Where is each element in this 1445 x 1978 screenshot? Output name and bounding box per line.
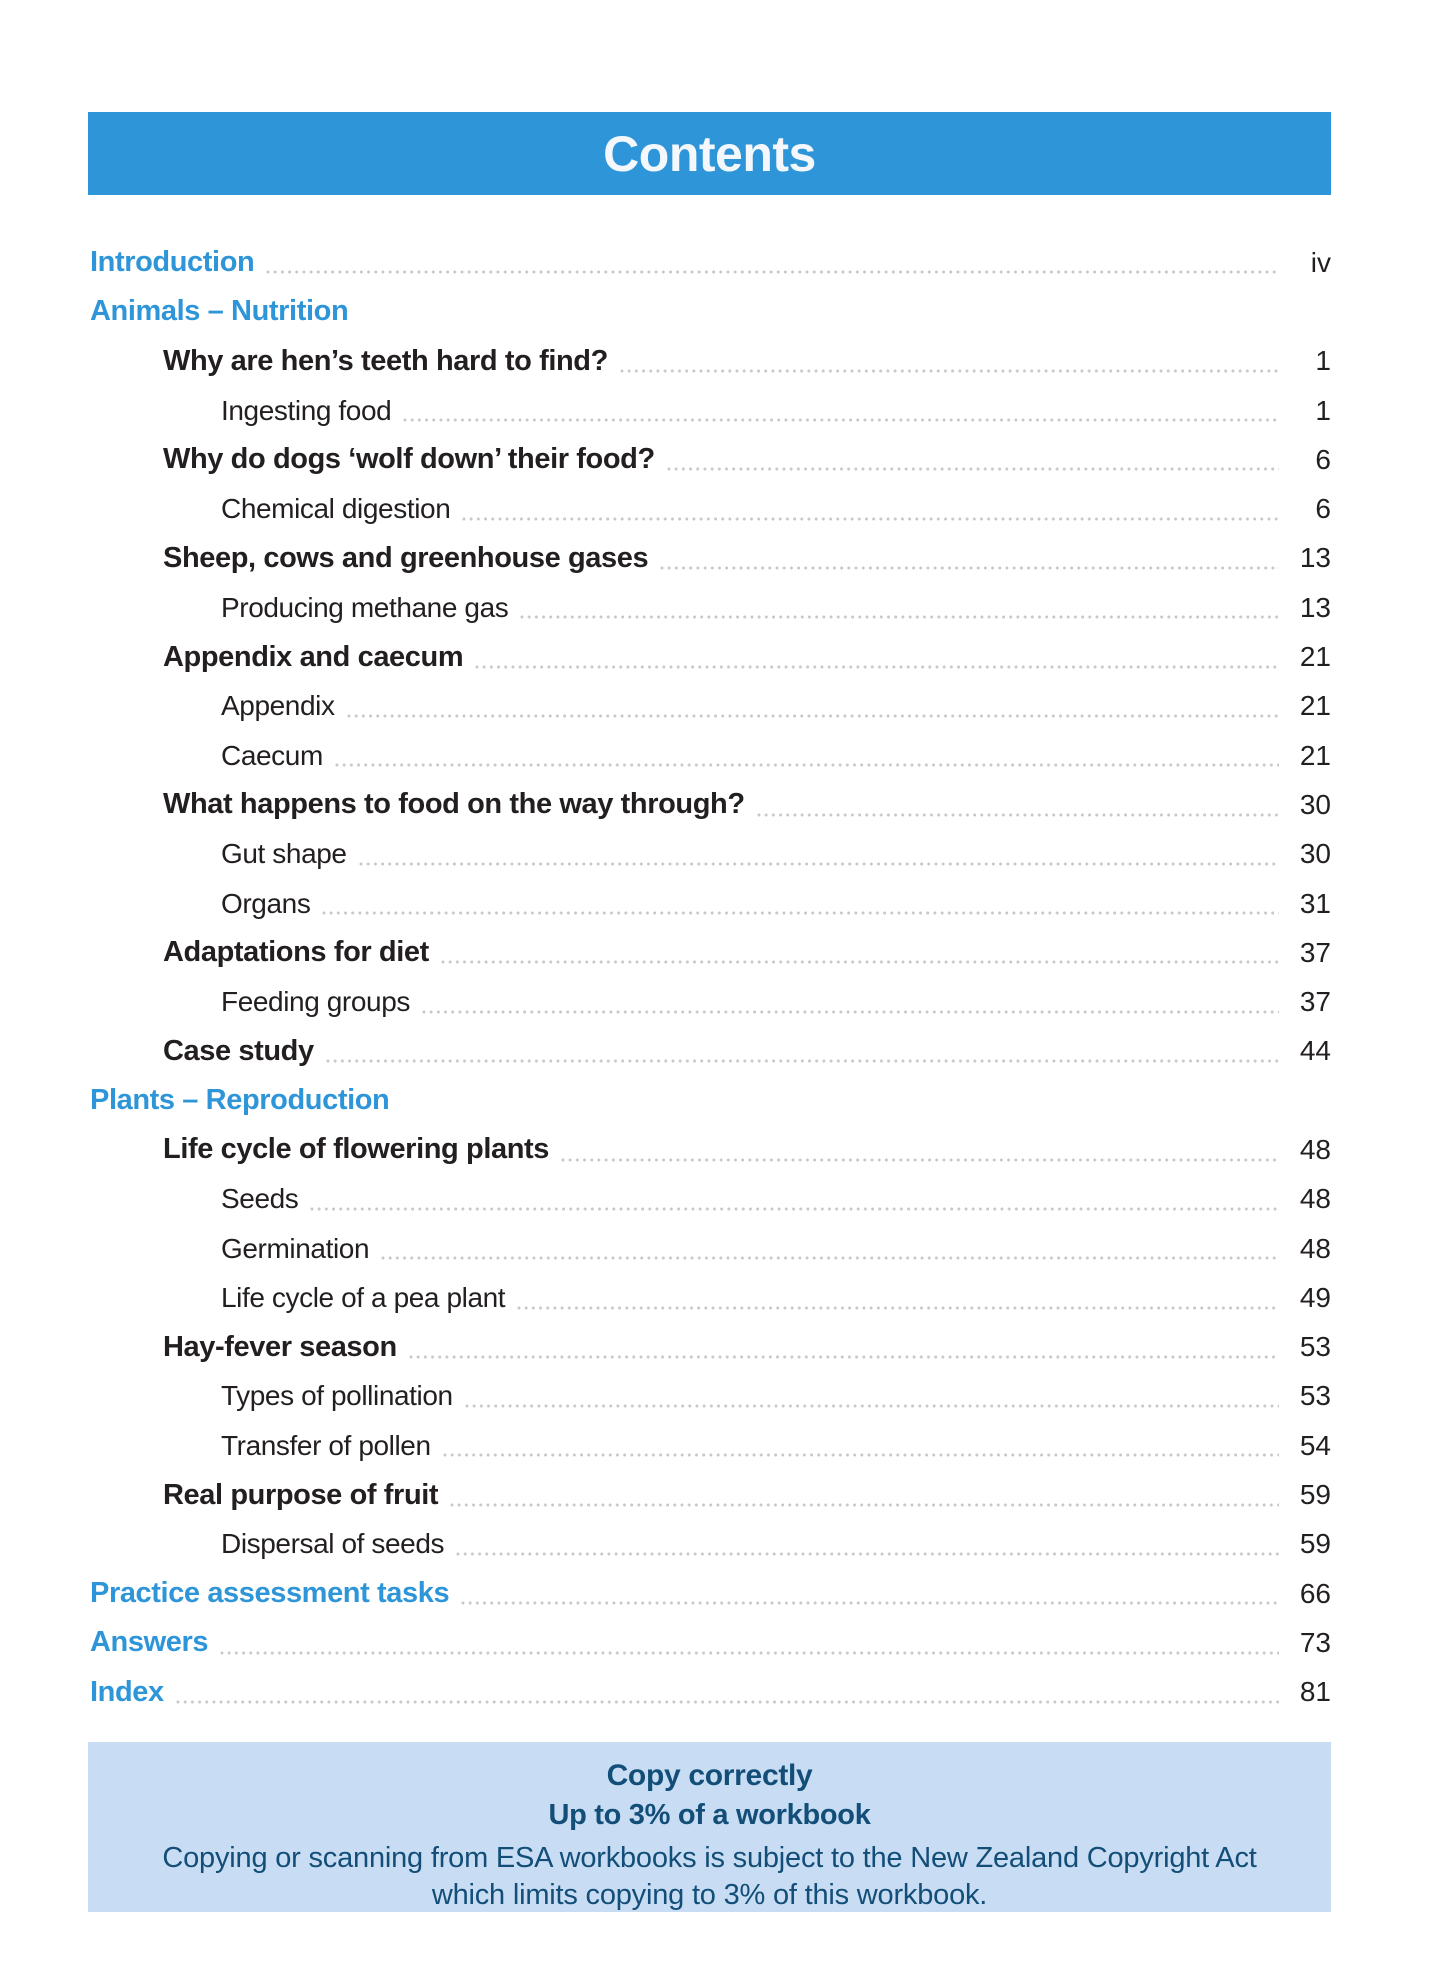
- toc-entry-label: Adaptations for diet: [163, 936, 429, 969]
- page-number: 49: [1299, 1281, 1331, 1313]
- copyright-notice: [88, 1742, 1331, 1912]
- toc-subentry: [90, 1224, 1331, 1273]
- toc-entry: [90, 1323, 1331, 1372]
- dotted-leader: [462, 517, 1279, 521]
- page-number: 37: [1299, 936, 1331, 968]
- page-number: 53: [1299, 1331, 1331, 1363]
- page-number: 53: [1299, 1380, 1331, 1412]
- toc-entry: [90, 780, 1331, 829]
- page-number: 21: [1299, 690, 1331, 722]
- toc-subentry: [90, 583, 1331, 632]
- toc-entry-label: Dispersal of seeds: [221, 1528, 445, 1560]
- toc-entry-label: Ingesting food: [221, 394, 392, 426]
- page-number: 73: [1299, 1626, 1331, 1658]
- copyright-notice-body: Copying or scanning from ESA workbooks is subject to the New Zealand Copyright Act which limits copying to 3% of this workbook.: [162, 1842, 1257, 1911]
- toc-entry-label: Why are hen’s teeth hard to find?: [163, 344, 608, 377]
- page-number: 81: [1299, 1676, 1331, 1708]
- dotted-leader: [441, 960, 1279, 964]
- page-number: 59: [1299, 1528, 1331, 1560]
- toc-entry-label: Organs: [221, 887, 311, 919]
- copyright-notice-subtitle: Up to 3% of a workbook: [548, 1799, 871, 1831]
- dotted-leader: [450, 1503, 1279, 1507]
- dotted-leader: [335, 763, 1279, 767]
- toc-entry-label: Germination: [221, 1232, 370, 1264]
- toc-entry: [90, 1027, 1331, 1076]
- toc-entry-label: Caecum: [221, 739, 323, 771]
- dotted-leader: [403, 418, 1279, 422]
- dotted-leader: [381, 1256, 1279, 1260]
- dotted-leader: [359, 862, 1279, 866]
- toc-entry-label: Introduction: [90, 246, 255, 279]
- dotted-leader: [422, 1010, 1279, 1014]
- dotted-leader: [620, 369, 1279, 373]
- toc-entry-practice-assessment-tasks: [90, 1569, 1331, 1618]
- toc-entry-label: Appendix: [221, 690, 335, 722]
- page-number: 6: [1315, 493, 1331, 525]
- dotted-leader: [475, 665, 1279, 669]
- page-number: 31: [1299, 887, 1331, 919]
- dotted-leader: [347, 714, 1279, 718]
- toc-entry-label: What happens to food on the way through?: [163, 788, 745, 821]
- page-number: 48: [1299, 1232, 1331, 1264]
- page-number: 13: [1299, 542, 1331, 574]
- dotted-leader: [322, 911, 1279, 915]
- page-number: 21: [1299, 641, 1331, 673]
- toc-section-label: Plants – Reproduction: [90, 1084, 390, 1117]
- dotted-leader: [517, 1306, 1279, 1310]
- toc-section-plants-reproduction: [90, 1076, 1331, 1125]
- toc-entry-label: Transfer of pollen: [221, 1429, 431, 1461]
- toc-entry-label: Practice assessment tasks: [90, 1577, 450, 1610]
- toc-entry-label: Answers: [90, 1626, 209, 1659]
- dotted-leader: [660, 566, 1279, 570]
- toc-subentry: [90, 1175, 1331, 1224]
- toc-entry-label: Appendix and caecum: [163, 640, 464, 673]
- dotted-leader: [667, 467, 1279, 471]
- toc-subentry: [90, 977, 1331, 1026]
- toc-entry-label: Sheep, cows and greenhouse gases: [163, 541, 649, 574]
- toc-entry: [90, 534, 1331, 583]
- toc-entry: [90, 435, 1331, 484]
- dotted-leader: [465, 1404, 1279, 1408]
- toc-section-label: Animals – Nutrition: [90, 295, 349, 328]
- toc-subentry: [90, 386, 1331, 435]
- toc-entry: [90, 337, 1331, 386]
- page-number: 37: [1299, 986, 1331, 1018]
- toc-subentry: [90, 1273, 1331, 1322]
- page-number: 59: [1299, 1479, 1331, 1511]
- dotted-leader: [176, 1700, 1279, 1704]
- toc-subentry: [90, 1421, 1331, 1470]
- toc-entry-label: Types of pollination: [221, 1380, 453, 1412]
- page-number: 44: [1299, 1035, 1331, 1067]
- page-number: 48: [1299, 1183, 1331, 1215]
- toc-entry-label: Life cycle of a pea plant: [221, 1281, 506, 1313]
- toc-entry-label: Why do dogs ‘wolf down’ their food?: [163, 443, 655, 476]
- toc-entry-label: Chemical digestion: [221, 493, 451, 525]
- page-number: 30: [1299, 788, 1331, 820]
- dotted-leader: [310, 1207, 1279, 1211]
- page-number: 13: [1299, 591, 1331, 623]
- page-number: 1: [1315, 394, 1331, 426]
- page-number: 6: [1315, 443, 1331, 475]
- page-title: Contents: [603, 125, 816, 182]
- dotted-leader: [757, 813, 1279, 817]
- page-number: 1: [1315, 345, 1331, 377]
- toc-entry-label: Producing methane gas: [221, 591, 509, 623]
- dotted-leader: [266, 270, 1279, 274]
- dotted-leader: [409, 1355, 1279, 1359]
- toc-entry-index: [90, 1668, 1331, 1717]
- dotted-leader: [326, 1059, 1279, 1063]
- toc-section-animals-nutrition: [90, 287, 1331, 336]
- toc-subentry: [90, 484, 1331, 533]
- dotted-leader: [220, 1651, 1279, 1655]
- toc-entry-introduction: [90, 238, 1331, 287]
- page-number: 54: [1299, 1429, 1331, 1461]
- toc-entry: [90, 632, 1331, 681]
- toc-subentry: [90, 879, 1331, 928]
- dotted-leader: [456, 1552, 1279, 1556]
- table-of-contents: [90, 238, 1331, 1717]
- page-number: 48: [1299, 1133, 1331, 1165]
- page-number: 30: [1299, 838, 1331, 870]
- dotted-leader: [461, 1601, 1279, 1605]
- toc-entry-label: Life cycle of flowering plants: [163, 1133, 550, 1166]
- dotted-leader: [443, 1453, 1279, 1457]
- toc-entry: [90, 1470, 1331, 1519]
- copyright-notice-title: Copy correctly: [606, 1759, 813, 1792]
- toc-subentry: [90, 1372, 1331, 1421]
- contents-header-bar: [88, 112, 1331, 195]
- toc-entry-label: Real purpose of fruit: [163, 1478, 439, 1511]
- toc-subentry: [90, 731, 1331, 780]
- page-number: iv: [1310, 246, 1331, 278]
- toc-subentry: [90, 682, 1331, 731]
- toc-entry-label: Seeds: [221, 1183, 299, 1215]
- toc-entry-label: Feeding groups: [221, 986, 410, 1018]
- toc-subentry: [90, 830, 1331, 879]
- toc-entry-label: Gut shape: [221, 838, 347, 870]
- toc-entry-label: Hay-fever season: [163, 1330, 397, 1363]
- dotted-leader: [561, 1158, 1279, 1162]
- page-number: 66: [1299, 1577, 1331, 1609]
- toc-entry: [90, 928, 1331, 977]
- page-number: 21: [1299, 739, 1331, 771]
- dotted-leader: [520, 615, 1279, 619]
- toc-entry: [90, 1125, 1331, 1174]
- toc-subentry: [90, 1520, 1331, 1569]
- toc-entry-answers: [90, 1618, 1331, 1667]
- toc-entry-label: Index: [90, 1675, 164, 1708]
- toc-entry-label: Case study: [163, 1034, 314, 1067]
